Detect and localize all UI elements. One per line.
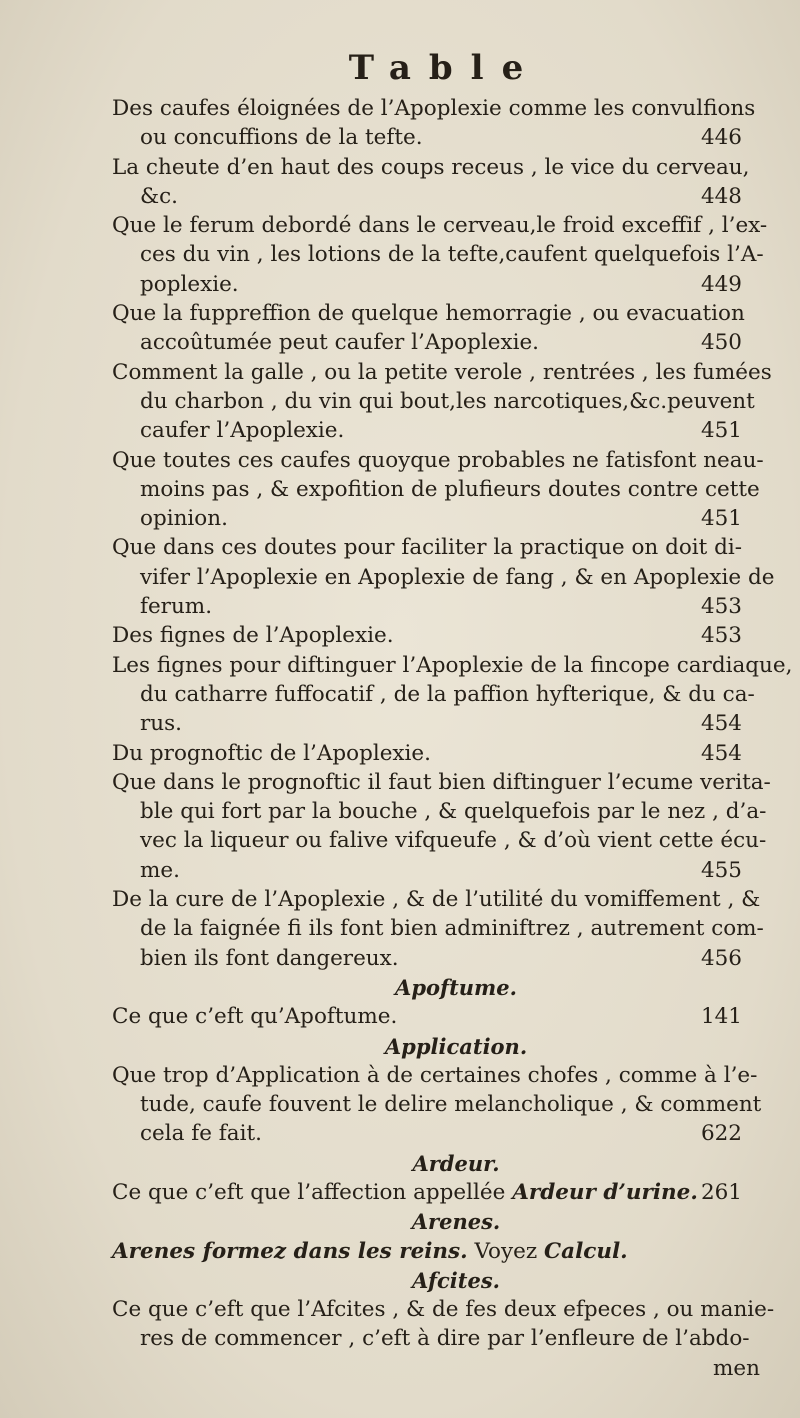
page-number: 453	[700, 623, 742, 649]
entry-line: Ce que c’eft que l’Afcites , & de fes deux efpeces , ou manie-	[112, 1297, 775, 1323]
table-entry	[112, 1178, 760, 1207]
table-entry	[112, 153, 760, 212]
table-entry	[112, 1061, 760, 1149]
entry-line: Que la fuppreffion de quelque hemorragie , ou evacuation	[112, 301, 745, 327]
entry-line: De la cure de l’Apoplexie , & de l’utilité du vomiffement , &	[112, 887, 761, 913]
entry-line: Des fignes de l’Apoplexie.	[112, 623, 394, 649]
table-entry	[112, 651, 793, 739]
entry-line: du catharre fuffocatif , de la paffion hyfterique, & du ca-	[140, 681, 755, 707]
section-heading: Application.	[384, 1033, 528, 1059]
entry-line: Que le ferum debordé dans le cerveau,le froid exceffif , l’ex-	[112, 213, 768, 239]
entry-line: rus.	[140, 711, 182, 737]
entry-line: accoûtumée peut caufer l’Apoplexie.	[140, 330, 540, 356]
entry-line: &c.	[140, 183, 179, 209]
table-entry	[112, 621, 760, 650]
table-entries	[112, 94, 793, 973]
cross-reference: Calcul.	[544, 1238, 628, 1264]
entry-line: Que dans le prognoftic il faut bien diftinguer l’ecume verita-	[112, 769, 771, 795]
entry-line: Que dans ces doutes pour faciliter la practique on doit di-	[112, 535, 743, 561]
entry-line: ou concuffions de la tefte.	[140, 125, 423, 151]
entry-emphasis: Ardeur d’urine.	[512, 1179, 698, 1205]
entry-tail: Voyez	[467, 1238, 545, 1264]
entry-line: La cheute d’en haut des coups receus , le vice du cerveau,	[112, 154, 750, 180]
entry-line: Ce que c’eft que l’affection appellée Ardeur d’urine.	[112, 1179, 698, 1205]
entry-line: caufer l’Apoplexie.	[140, 418, 345, 444]
section-heading: Apoftume.	[395, 974, 517, 1000]
entry-line: Que toutes ces caufes quoyque probables ne fatisfont neau-	[112, 447, 764, 473]
entry-line: moins pas , & expofition de plufieurs doutes contre cette	[140, 476, 760, 502]
entry-line: ble qui fort par la bouche , & quelquefois par le nez , d’a-	[140, 799, 767, 825]
running-header: Table	[348, 48, 542, 88]
table-sections	[112, 973, 775, 1354]
entry-line: opinion.	[140, 506, 228, 532]
page-number: 454	[700, 711, 742, 737]
catchword: men	[713, 1355, 760, 1381]
table-entry	[112, 211, 768, 299]
entry-line	[112, 1237, 760, 1266]
table-entry	[112, 446, 764, 534]
page-number: 261	[700, 1179, 742, 1205]
page-number: 454	[700, 740, 742, 766]
page-number: 451	[700, 506, 742, 532]
entry-line: res de commencer , c’eft à dire par l’enfleure de l’abdo-	[140, 1326, 750, 1352]
page-number: 455	[700, 857, 742, 883]
table-entry	[112, 1237, 760, 1266]
entry-line: Comment la galle , ou la petite verole , rentrées , les fumées	[112, 359, 772, 385]
page-number: 451	[700, 418, 742, 444]
entry-line: poplexie.	[140, 271, 239, 297]
page-number: 446	[700, 125, 742, 151]
table-entry	[112, 1002, 760, 1031]
table-entry	[112, 94, 760, 153]
table-entry	[112, 885, 764, 973]
page-number: 450	[700, 330, 742, 356]
entry-line: bien ils font dangereux.	[140, 945, 399, 971]
entry-line: Ce que c’eft qu’Apoftume.	[112, 1004, 398, 1030]
table-entry	[112, 358, 772, 446]
page-number: 449	[700, 271, 742, 297]
entry-line: me.	[140, 857, 180, 883]
section-heading: Afcites.	[412, 1267, 500, 1293]
entry-line: Que trop d’Application à de certaines chofes , comme à l’e-	[112, 1062, 758, 1088]
table-entry	[112, 533, 775, 621]
section-heading: Ardeur.	[412, 1150, 500, 1176]
section-heading: Arenes.	[411, 1209, 501, 1235]
table-entry	[112, 768, 771, 885]
entry-lead: Arenes formez dans les reins.	[112, 1238, 468, 1264]
entry-line: Les fignes pour diftinguer l’Apoplexie de la fincope cardiaque,	[112, 652, 793, 678]
entry-line: ferum.	[140, 594, 213, 620]
page-number: 456	[700, 945, 742, 971]
page-number: 622	[700, 1121, 742, 1147]
page-number: 141	[700, 1004, 742, 1030]
entry-line: ces du vin , les lotions de la tefte,caufent quelquefois l’A-	[140, 242, 764, 268]
entry-line: cela fe fait.	[140, 1121, 262, 1147]
page-number: 453	[700, 594, 742, 620]
entry-line: de la faignée fi ils font bien adminiftrez , autrement com-	[140, 916, 764, 942]
table-entry	[112, 299, 760, 358]
entry-line: tude, caufe fouvent le delire melancholique , & comment	[140, 1092, 762, 1118]
page-number: 448	[700, 183, 742, 209]
entry-line: Des caufes éloignées de l’Apoplexie comme les convulfions	[112, 96, 756, 121]
entry-line: du charbon , du vin qui bout,les narcotiques,&c.peuvent	[140, 388, 755, 414]
table-entry	[112, 1295, 775, 1354]
entry-line: vifer l’Apoplexie en Apoplexie de fang , & en Apoplexie de	[140, 564, 775, 590]
table-entry	[112, 739, 760, 768]
entry-line: vec la liqueur ou falive vifqueufe , & d’où vient cette écu-	[140, 828, 767, 854]
entry-line: Du prognoftic de l’Apoplexie.	[112, 740, 431, 766]
